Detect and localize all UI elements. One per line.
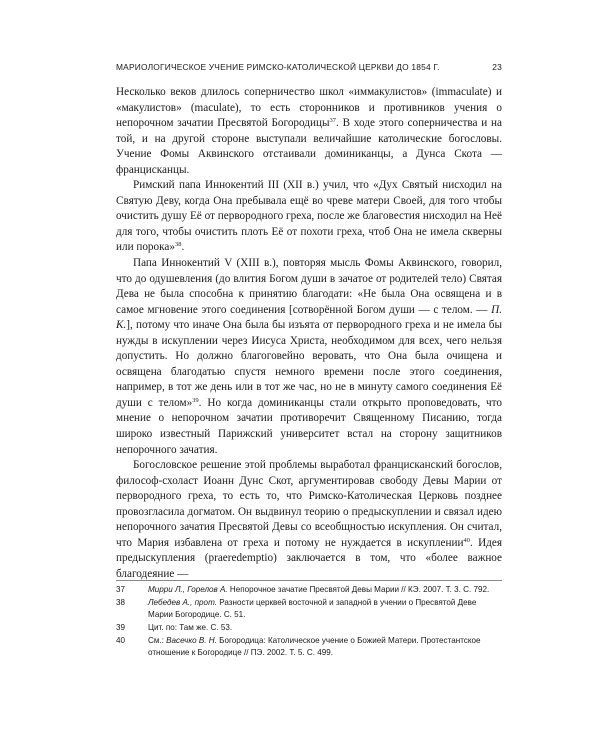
running-title: МАРИОЛОГИЧЕСКОЕ УЧЕНИЕ РИМСКО-КАТОЛИЧЕСКОЙ ЦЕРКВИ ДО 1854 Г. (116, 62, 440, 72)
footnote-ref-37[interactable]: 37 (329, 117, 336, 125)
footnote-text (148, 597, 502, 621)
footnote-number: 38 (116, 598, 126, 608)
editor-initials: П. К. (116, 303, 502, 332)
footnote-text (148, 635, 502, 659)
text-run: ], потому что иначе Она была бы изъята от первородного греха и не имела бы нужды в искуплении через Иисуса Христа, необходимом для всех, чего нельзя допустить. Но должно благоговейно веровать, что Она была очищена и освящена благодатью спустя немного времени после этого соединения, например, в тот же день или в тот же час, но не в минуту самого соединения Её души с телом» (116, 319, 502, 409)
paragraph-2 (116, 178, 502, 256)
paragraph-3 (116, 256, 502, 458)
footnote-38 (116, 597, 502, 621)
main-text (116, 85, 502, 583)
footnote-39 (116, 622, 502, 634)
footnote-citation: Разности церквей восточной и западной в учении о Пресвятой Деве Марии Богородице. С. 51. (148, 598, 477, 620)
footnote-ref-38[interactable]: 38 (174, 241, 182, 249)
footnote-author: Васечко В. Н. (166, 636, 217, 646)
footnote-citation: Цит. по: Там же. С. 53. (148, 623, 233, 633)
footnote-number: 40 (116, 636, 126, 646)
footnote-number: 37 (116, 585, 126, 594)
text-run: Богословское решение этой проблемы выработал францисканский богослов, философ-схоласт Иоанн Дунс Скот, аргументировав свободу Девы Марии от первородного греха, то есть то, что Римско-Католическая Церковь позднее провозгласила догматом. Он выдвинул теорию о предыскуплении и связал идею непорочного зачатия Пресвятой Девы со всеобщностью искупления. Он считал, что Мария избавлена от греха и потому не нуждается в искуплении (116, 459, 502, 549)
text-run: Несколько веков длилось соперничество школ «иммакулистов» (immaculate) и «макулистов» (maculate), то есть сторонников и противников учения о непорочном зачатии Пресвятой Богородицы (116, 86, 502, 130)
running-header (116, 59, 502, 75)
footnote-text (148, 622, 502, 634)
footnote-citation: Непорочное зачатие Пресвятой Девы Марии // КЭ. 2007. Т. 3. С. 792. (227, 585, 490, 594)
footnote-text (148, 584, 502, 596)
footnote-divider (116, 580, 502, 581)
footnote-ref-39[interactable]: 39 (192, 396, 199, 404)
text-run: . (181, 241, 185, 254)
footnote-prefix: См.: (148, 636, 167, 646)
paragraph-4 (116, 458, 502, 582)
footnote-citation: Богородица: Католическое учение о Божией Матери. Протестантское отношение к Богородице // ПЭ. 2002. Т. 5. С. 499. (148, 636, 481, 658)
paragraph-1 (116, 85, 502, 178)
page-number: 23 (492, 62, 502, 72)
text-run: . В ходе этого соперничества и на той, и на другой стороне выступали величайшие католические богословы. Учение Фомы Аквинского отстаивали доминиканцы, а Дунса Скота — францисканцы. (116, 117, 503, 176)
text-run: Папа Иннокентий V (XIII в.), повторяя мысль Фомы Аквинского, говорил, что до одушевления (до влития Богом души в зачатое от родителей тело) Святая Дева не была способна к принятию благодати: «Не была Она освящена и в самое мгновение этого соединения [сотворённой Богом души — с телом. — (116, 257, 502, 316)
footnote-ref-40[interactable]: 40 (463, 536, 470, 544)
footnote-author: Лебедев А., прот. (148, 598, 217, 608)
footnote-number: 39 (116, 623, 126, 633)
footnote-37 (116, 584, 502, 596)
footnote-40 (116, 635, 502, 659)
footnote-author: Мирри Л., Горелов А. (148, 585, 228, 594)
text-run: Римский папа Иннокентий III (XII в.) учил, что «Дух Святый нисходил на Святую Деву, когда Она пребывала ещё во чреве матери Своей, для того чтобы очистить душу Её от первородного греха, после же благовестия нисходил на Неё для того, чтобы очистить плоть Её от похоти греха, чтоб Она не имела скверны или порока» (116, 179, 502, 254)
footnotes (116, 584, 502, 661)
text-run: . Идея предыскупления (praeredemptio) заключается в том, что «более важное благодеяние — (116, 536, 502, 580)
text-run: . Но когда доминиканцы стали открыто проповедовать, что мнение о непорочном зачатии противоречит Священному Писанию, тогда широко известный Парижский университет встал на сторону защитников непорочного зачатия. (116, 396, 502, 456)
